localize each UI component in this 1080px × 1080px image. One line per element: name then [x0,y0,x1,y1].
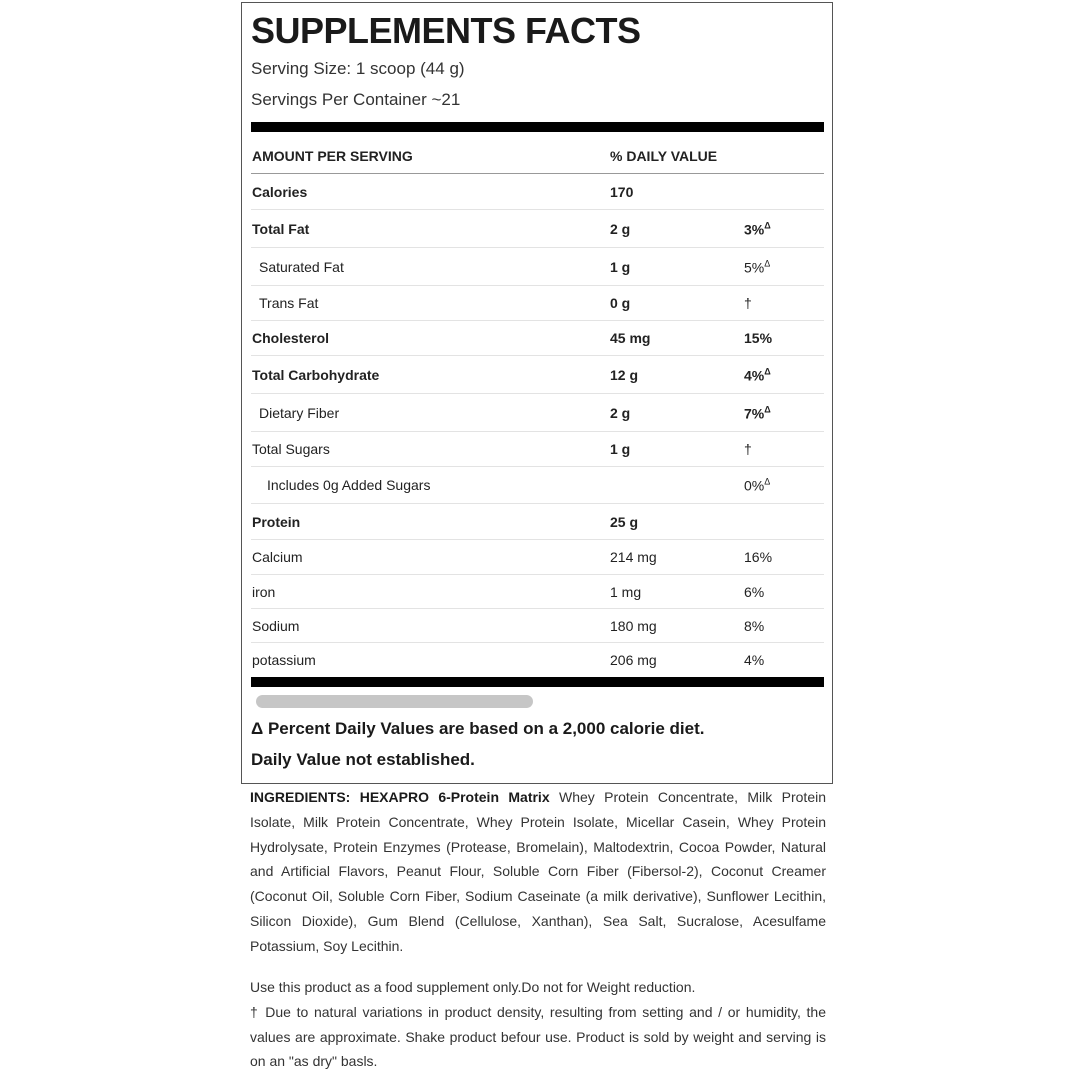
thick-divider-bottom [251,677,824,687]
nutrient-name: Cholesterol [252,330,330,346]
nutrient-daily-value: 8% [744,617,765,634]
dv-value: 5% [744,259,765,275]
table-row [251,504,824,540]
delta-mark: Δ [764,404,771,414]
nutrient-name: Saturated Fat [259,258,344,275]
page-title: SUPPLEMENTS FACTS [251,10,641,51]
nutrient-name: potassium [252,652,316,668]
horizontal-scrollbar[interactable] [256,695,533,708]
nutrient-name: Includes 0g Added Sugars [267,477,431,493]
dagger-note: † Due to natural variations in product density, resulting from setting and / or humidity, the values are approximate. Shake product befour use. Product is sold by weight and serving is on an "as dry" basls. [250,1003,826,1070]
table-row [251,248,824,286]
nutrient-name: Calcium [252,549,303,565]
nutrient-daily-value: † [744,441,752,457]
table-row [251,467,824,504]
delta-mark: Δ [764,476,771,487]
nutrient-amount: 1 g [610,258,631,275]
table-row [251,174,824,210]
nutrient-name: Sodium [252,617,300,634]
nutrient-amount: 1 mg [610,583,642,600]
nutrient-daily-value: † [744,295,752,311]
nutrient-daily-value: 16% [744,549,773,565]
daily-value-header: % DAILY VALUE [610,148,718,164]
nutrient-daily-value: 15% [744,330,773,346]
delta-mark: Δ [764,258,771,268]
servings-per-container: Servings Per Container ~21 [251,90,461,109]
nutrient-daily-value [744,404,771,421]
nutrient-name: Total Carbohydrate [252,366,380,383]
table-row [251,394,824,432]
usage-note: Use this product as a food supplement only.Do not for Weight reduction. [250,979,696,995]
dv-value: 7% [744,405,765,421]
table-header [251,140,824,174]
nutrient-amount: 0 g [610,295,631,311]
nutrient-name: Trans Fat [259,295,319,311]
usage-notes [250,975,826,1074]
table-row [251,609,824,643]
nutrient-name: Calories [252,183,308,200]
delta-mark: Δ [764,220,771,230]
nutrient-daily-value [744,477,770,494]
nutrient-amount: 214 mg [610,549,657,565]
nutrient-daily-value: 6% [744,583,765,600]
nutrient-table [251,174,824,677]
nutrient-amount: 12 g [610,366,639,383]
nutrient-name: iron [252,583,276,600]
not-established-footnote: Daily Value not established. [251,750,475,769]
thick-divider-top [251,122,824,132]
table-row [251,540,824,575]
nutrient-daily-value [744,258,770,275]
nutrient-name: Total Sugars [252,441,330,457]
dv-value: 0% [744,477,765,494]
delta-mark: Δ [764,366,771,376]
table-row [251,643,824,677]
ingredients-text: Whey Protein Concentrate, Milk Protein Isolate, Milk Protein Concentrate, Whey Protein Isolate, Micellar Casein, Whey Protein Hydrolysate, Protein Enzymes (Protease, Bromelain), Maltodextrin, Cocoa Powder, Natural and Artificial Flavors, Peanut Flour, Soluble Corn Fiber (Fibersol-2), Coconut Creamer (Coconut Oil, Soluble Corn Fiber, Sodium Caseinate (a milk derivative), Sunflower Lecithin, Silicon Dioxide), Gum Blend (Cellulose, Xanthan), Sea Salt, Sucralose, Acesulfame Potassium, Soy Lecithin. [250,789,827,954]
nutrient-amount: 1 g [610,441,631,457]
table-row [251,321,824,356]
nutrient-daily-value [744,366,771,383]
table-row [251,432,824,467]
dv-value: 3% [744,221,765,237]
nutrient-daily-value [744,220,771,237]
nutrient-amount: 2 g [610,220,631,237]
table-row [251,356,824,394]
nutrient-amount: 206 mg [610,652,657,668]
amount-per-serving-header: AMOUNT PER SERVING [252,148,413,164]
nutrient-amount: 25 g [610,513,639,530]
table-row [251,210,824,248]
nutrient-name: Protein [252,513,301,530]
nutrient-amount: 2 g [610,404,631,421]
ingredients-label: INGREDIENTS: [250,789,351,805]
ingredients-matrix: HEXAPRO 6-Protein Matrix [359,789,550,805]
serving-size: Serving Size: 1 scoop (44 g) [251,59,465,78]
ingredients-paragraph [250,785,826,959]
nutrient-daily-value: 4% [744,652,765,668]
nutrient-name: Dietary Fiber [259,404,340,421]
nutrient-name: Total Fat [252,220,310,237]
table-row [251,286,824,321]
table-row [251,575,824,609]
nutrient-amount: 170 [610,183,634,200]
nutrient-amount: 180 mg [610,617,657,634]
percent-daily-footnote: Δ Percent Daily Values are based on a 2,000 calorie diet. [251,719,705,738]
nutrient-amount: 45 mg [610,330,651,346]
dv-value: 4% [744,367,765,383]
